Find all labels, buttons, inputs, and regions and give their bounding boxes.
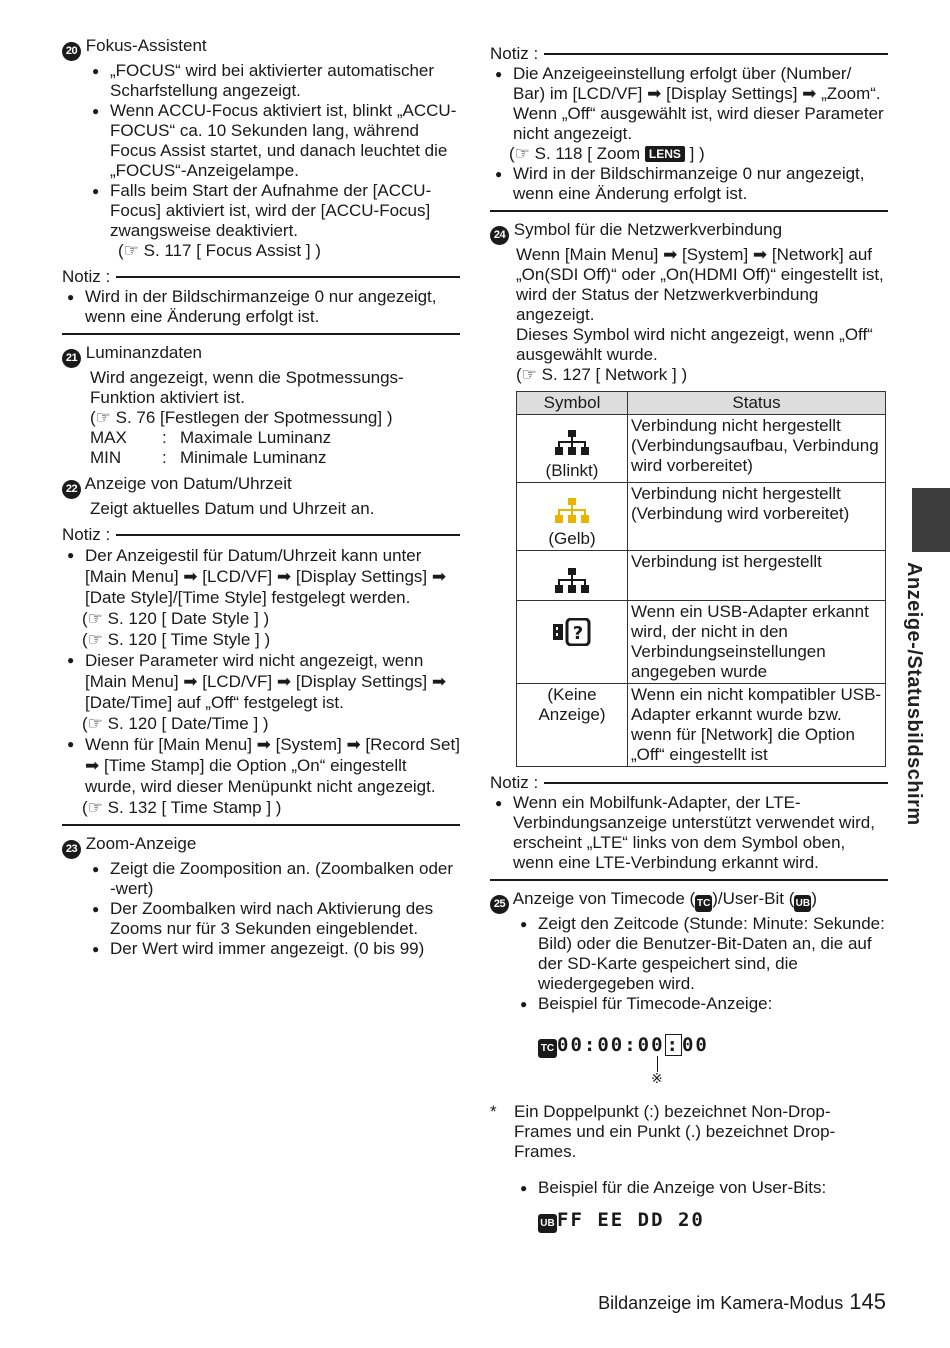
- table-header-row: [517, 392, 886, 415]
- list-item: ● „FOCUS“ wird bei aktivierter automatischer Scharfstellung angezeigt.: [87, 61, 460, 101]
- section-title: Luminanzdaten: [85, 343, 202, 362]
- section-title: Symbol für die Netzwerkverbindung: [513, 220, 783, 239]
- definition-list: [62, 428, 460, 468]
- section-timecode: [490, 889, 888, 1233]
- notiz-header: [62, 267, 460, 287]
- ub-icon: UB: [538, 1214, 557, 1233]
- list-item: ● Wenn für [Main Menu] ➡ [System] ➡ [Record Set] ➡ [Time Stamp] die Option „On“ eingestellt wurde, wird dieser Menüpunkt nicht angezeigt.: [62, 734, 460, 797]
- notiz-list: [62, 650, 460, 713]
- paragraph: Wird angezeigt, wenn die Spotmessungs-Funktion aktiviert ist.: [90, 368, 404, 407]
- table-row: [517, 483, 886, 551]
- notiz-label: Notiz :: [490, 44, 539, 63]
- notiz-label: Notiz :: [490, 773, 539, 792]
- svg-text:?: ?: [572, 623, 584, 644]
- number-badge: 21: [62, 349, 81, 368]
- list-item: ● Wenn ACCU-Focus aktiviert ist, blinkt „ACCU-FOCUS“ ca. 10 Sekunden lang, während Focus Assist startet, und danach leuchtet die „FOCUS“-Anzeigelampe.: [87, 101, 460, 181]
- bullet-list: [62, 61, 460, 241]
- section-title: Zoom-Anzeige: [85, 834, 197, 853]
- list-item: ● Beispiel für Timecode-Anzeige:: [515, 994, 888, 1014]
- table-row: [517, 684, 886, 767]
- divider: [116, 276, 460, 278]
- usb-unknown-icon: [553, 618, 591, 646]
- status-cell: Verbindung nicht hergestellt (Verbindungsaufbau, Verbindung wird vorbereitet): [628, 415, 886, 483]
- number-badge: 20: [62, 42, 81, 61]
- list-item: ● Wird in der Bildschirmanzeige 0 nur angezeigt, wenn eine Änderung erfolgt ist.: [62, 287, 460, 327]
- symbol-cell: [517, 483, 628, 551]
- divider: [62, 824, 460, 826]
- definition-min: Minimale Luminanz: [180, 448, 327, 467]
- divider: [490, 879, 888, 881]
- term-max: MAX: [90, 428, 127, 447]
- page-reference: [509, 144, 705, 163]
- symbol-cell: [517, 415, 628, 483]
- page-reference: (☞ S. 76 [Festlegen der Spotmessung] ): [90, 408, 393, 427]
- bullet-list: [62, 859, 460, 959]
- table-row: [517, 601, 886, 684]
- userbit-value: FF EE DD 20: [557, 1209, 705, 1231]
- status-cell: Verbindung ist hergestellt: [628, 551, 886, 601]
- page-footer: [598, 1289, 886, 1314]
- notiz-label: Notiz :: [62, 525, 111, 544]
- right-column: [490, 44, 888, 1239]
- tc-icon: TC: [538, 1039, 557, 1058]
- bullet-list: [490, 914, 888, 1014]
- table-row: [517, 415, 886, 483]
- note-text: Wenn „Off“ ausgewählt ist, wird dieser Parameter nicht angezeigt.: [513, 104, 884, 143]
- divider: [62, 333, 460, 335]
- status-table: [516, 391, 886, 767]
- page-reference-text: ] ): [684, 144, 705, 163]
- notiz-list: [62, 734, 460, 797]
- side-label: [903, 562, 932, 826]
- section-focus-assist: [62, 36, 460, 335]
- section-title: ): [811, 889, 818, 908]
- note-text: Die Anzeigeeinstellung erfolgt über (Number/ Bar) im [LCD/VF] ➡ [Display Settings] ➡ „Zoom“.: [513, 64, 881, 103]
- footnote-text: Ein Doppelpunkt (:) bezeichnet Non-Drop-Frames und ein Punkt (.) bezeichnet Drop-Frames.: [514, 1102, 836, 1161]
- section-zoom: [62, 834, 460, 959]
- symbol-cell: [517, 684, 628, 767]
- page-reference: (☞ S. 120 [ Time Style ] ): [82, 630, 271, 649]
- section-title: Anzeige von Datum/Uhrzeit: [84, 474, 292, 493]
- definition-max: Maximale Luminanz: [180, 428, 332, 447]
- status-cell: Wenn ein USB-Adapter erkannt wird, der nicht in den Verbindungseinstellungen angegeben wurde: [628, 601, 886, 684]
- status-cell: Verbindung nicht hergestellt (Verbindung wird vorbereitet): [628, 483, 886, 551]
- ub-icon: UB: [794, 895, 811, 912]
- list-item: ● Der Anzeigestil für Datum/Uhrzeit kann unter [Main Menu] ➡ [LCD/VF] ➡ [Display Settings] ➡ [Date Style]/[Time Style] festgelegt werden.: [62, 545, 460, 608]
- list-item: ● Der Zoombalken wird nach Aktivierung des Zooms nur für 3 Sekunden eingeblendet.: [87, 899, 460, 939]
- notiz-list: [490, 64, 888, 204]
- page-reference-text: (☞ S. 118 [ Zoom: [509, 144, 645, 163]
- table-row: [517, 551, 886, 601]
- section-title: Anzeige von Timecode (: [512, 889, 696, 908]
- divider: [116, 534, 460, 536]
- reference-mark: ※: [651, 1070, 663, 1086]
- paragraph: Wenn [Main Menu] ➡ [System] ➡ [Network] auf „On(SDI Off)“ oder „On(HDMI Off)“ eingestellt ist, wird der Status der Netzwerkverbindung angezeigt.: [516, 245, 884, 324]
- page-reference: (☞ S. 127 [ Network ] ): [516, 365, 688, 384]
- notiz-header: [490, 773, 888, 793]
- userbit-example: [538, 1210, 888, 1233]
- section-network: [490, 220, 888, 881]
- timecode-frames: 00: [681, 1034, 709, 1056]
- symbol-cell: [517, 551, 628, 601]
- separator: :: [162, 428, 167, 447]
- list-item: ● Dieser Parameter wird nicht angezeigt, wenn [Main Menu] ➡ [LCD/VF] ➡ [Display Settings] ➡ [Date/Time] auf „Off“ festgelegt ist.: [62, 650, 460, 713]
- list-item: ● Beispiel für die Anzeige von User-Bits:: [515, 1178, 888, 1198]
- network-icon: [555, 430, 589, 456]
- number-badge: 24: [490, 226, 509, 245]
- notiz-label: Notiz :: [62, 267, 111, 286]
- network-icon: [555, 568, 589, 594]
- symbol-label: (Blinkt): [545, 461, 599, 480]
- number-badge: 22: [62, 480, 81, 499]
- section-luminance: [62, 343, 460, 468]
- list-item: ● Zeigt den Zeitcode (Stunde: Minute: Sekunde: Bild) oder die Benutzer-Bit-Daten an, die auf der SD-Karte gespeichert sind, die wiedergegeben wird.: [515, 914, 888, 994]
- timecode-example: [538, 1034, 888, 1094]
- side-tab: [912, 488, 950, 552]
- timecode-colon: :: [666, 1034, 680, 1056]
- number-badge: 23: [62, 840, 81, 859]
- page-reference: (☞ S. 132 [ Time Stamp ] ): [82, 798, 282, 817]
- column-header: Symbol: [517, 392, 628, 415]
- notiz-list: [490, 793, 888, 873]
- term-min: MIN: [90, 448, 122, 467]
- section-title: Fokus-Assistent: [85, 36, 207, 55]
- page-reference: (☞ S. 120 [ Date/Time ] ): [82, 714, 269, 733]
- page-number: 145: [849, 1289, 886, 1314]
- list-item: ● Wird in der Bildschirmanzeige 0 nur angezeigt, wenn eine Änderung erfolgt ist.: [490, 164, 888, 204]
- list-item: ● Falls beim Start der Aufnahme der [ACCU-Focus] aktiviert ist, wird der [ACCU-Focus] zwangsweise deaktiviert.: [87, 181, 460, 241]
- notiz-header: [490, 44, 888, 64]
- bullet-list: [490, 1178, 888, 1198]
- footer-title: Bildanzeige im Kamera-Modus: [598, 1293, 844, 1313]
- number-badge: 25: [490, 895, 509, 914]
- divider: [544, 53, 888, 55]
- symbol-label: (Gelb): [548, 529, 596, 548]
- symbol-cell: [517, 601, 628, 684]
- network-yellow-icon: [555, 498, 589, 524]
- status-cell: Wenn ein nicht kompatibler USB-Adapter erkannt wurde bzw. wenn für [Network] die Option „Off“ eingestellt ist: [628, 684, 886, 767]
- footnote: [490, 1102, 888, 1162]
- list-item: ● Zeigt die Zoomposition an. (Zoombalken oder -wert): [87, 859, 460, 899]
- tc-icon: TC: [695, 895, 712, 912]
- list-item: ● Der Wert wird immer angezeigt. (0 bis 99): [87, 939, 460, 959]
- page-reference: (☞ S. 117 [ Focus Assist ] ): [118, 241, 321, 260]
- column-header: Status: [628, 392, 886, 415]
- notiz-list: [62, 287, 460, 327]
- section-date-time: [62, 474, 460, 826]
- side-label-text: Anzeige-/Statusbildschirm: [903, 562, 925, 826]
- section-title: )/User-Bit (: [712, 889, 795, 908]
- page-reference: (☞ S. 120 [ Date Style ] ): [82, 609, 270, 628]
- symbol-label: (Keine Anzeige): [538, 685, 606, 724]
- list-item: ● Wenn ein Mobilfunk-Adapter, der LTE-Verbindungsanzeige unterstützt verwendet wird, erscheint „LTE“ links von dem Symbol oben, wenn eine LTE-Verbindung erkannt wird.: [490, 793, 888, 873]
- left-column: [62, 36, 460, 965]
- footnote-marker: *: [490, 1102, 497, 1121]
- paragraph: Zeigt aktuelles Datum und Uhrzeit an.: [90, 499, 375, 518]
- separator: :: [162, 448, 167, 467]
- notiz-header: [62, 525, 460, 545]
- paragraph: Dieses Symbol wird nicht angezeigt, wenn „Off“ ausgewählt wurde.: [516, 325, 873, 364]
- divider: [544, 782, 888, 784]
- list-item: [490, 64, 888, 164]
- timecode-value: 00:00:00: [557, 1034, 665, 1056]
- lens-badge: LENS: [645, 146, 685, 162]
- divider: [490, 210, 888, 212]
- notiz-list: [62, 545, 460, 608]
